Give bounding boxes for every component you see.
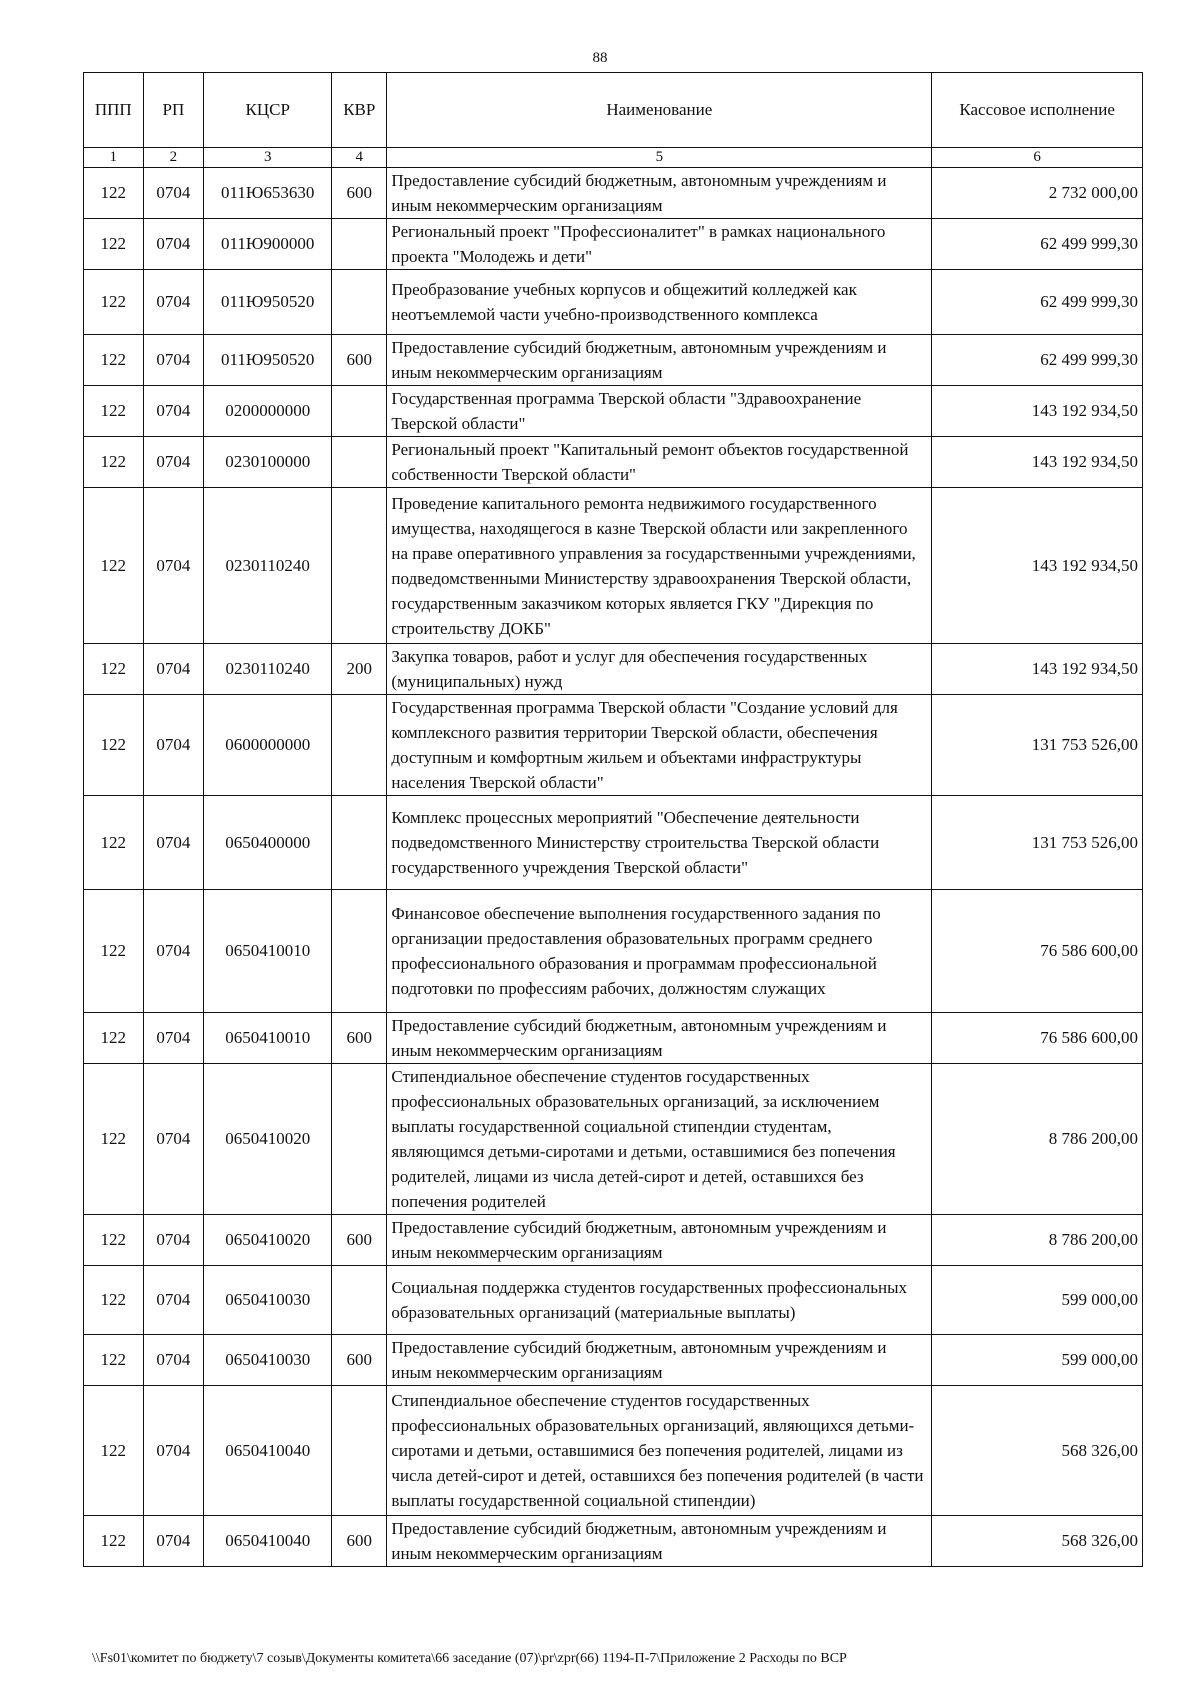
cell-kvr (332, 890, 387, 1013)
header-kcsr: КЦСР (204, 73, 332, 148)
cell-kvr (332, 219, 387, 270)
cell-name: Предоставление субсидий бюджетным, автономным учреждениям и иным некоммерческим организациям (387, 1013, 932, 1064)
cell-name: Закупка товаров, работ и услуг для обеспечения государственных (муниципальных) нужд (387, 644, 932, 695)
cell-rp: 0704 (143, 386, 204, 437)
cell-name: Предоставление субсидий бюджетным, автономным учреждениям и иным некоммерческим организациям (387, 335, 932, 386)
table-row (84, 335, 1143, 386)
file-path-footer: \\Fs01\комитет по бюджету\7 созыв\Документы комитета\66 заседание (07)\pr\zpr(66) 1194-П-7\Приложение 2 Расходы по ВСР (92, 1651, 847, 1666)
cell-ppp: 122 (84, 1335, 144, 1386)
cell-ppp: 122 (84, 890, 144, 1013)
cell-rp: 0704 (143, 488, 204, 644)
table-body (84, 148, 1143, 1567)
table-row (84, 1266, 1143, 1335)
cell-kcsr: 011Ю950520 (204, 335, 332, 386)
cell-rp: 0704 (143, 335, 204, 386)
cell-kvr (332, 488, 387, 644)
cell-name: Региональный проект "Капитальный ремонт объектов государственной собственности Тверской области" (387, 437, 932, 488)
cell-rp: 0704 (143, 1516, 204, 1567)
cell-rp: 0704 (143, 1335, 204, 1386)
cell-name: Преобразование учебных корпусов и общежитий колледжей как неотъемлемой части учебно-производственного комплекса (387, 270, 932, 335)
cell-amount: 62 499 999,30 (932, 270, 1143, 335)
budget-table (83, 72, 1143, 1567)
cell-name: Предоставление субсидий бюджетным, автономным учреждениям и иным некоммерческим организациям (387, 1516, 932, 1567)
cell-ppp: 122 (84, 437, 144, 488)
column-number: 2 (143, 148, 204, 168)
column-number: 4 (332, 148, 387, 168)
cell-name: Проведение капитального ремонта недвижимого государственного имущества, находящегося в казне Тверской области или закрепленного на праве оперативного управления за государственными учреждениями, подведомственными Министерству здравоохранения Тверской области, государственным заказчиком которых является ГКУ "Дирекция по строительству ДОКБ" (387, 488, 932, 644)
table-row (84, 695, 1143, 796)
cell-kcsr: 011Ю900000 (204, 219, 332, 270)
header-row (84, 73, 1143, 148)
cell-kcsr: 0200000000 (204, 386, 332, 437)
cell-name: Региональный проект "Профессионалитет" в рамках национального проекта "Молодежь и дети" (387, 219, 932, 270)
cell-rp: 0704 (143, 270, 204, 335)
cell-kcsr: 0650410030 (204, 1335, 332, 1386)
table-row (84, 890, 1143, 1013)
cell-rp: 0704 (143, 1215, 204, 1266)
cell-rp: 0704 (143, 890, 204, 1013)
table-row (84, 796, 1143, 890)
cell-kvr (332, 695, 387, 796)
table-row (84, 1386, 1143, 1516)
cell-kcsr: 0650410010 (204, 1013, 332, 1064)
cell-rp: 0704 (143, 168, 204, 219)
header-amount: Кассовое исполнение (932, 73, 1143, 148)
cell-ppp: 122 (84, 1013, 144, 1064)
cell-amount: 599 000,00 (932, 1266, 1143, 1335)
cell-amount: 131 753 526,00 (932, 695, 1143, 796)
table-row (84, 1013, 1143, 1064)
cell-ppp: 122 (84, 488, 144, 644)
table-row (84, 1335, 1143, 1386)
table-row (84, 219, 1143, 270)
cell-ppp: 122 (84, 1266, 144, 1335)
cell-name: Социальная поддержка студентов государственных профессиональных образовательных организаций (материальные выплаты) (387, 1266, 932, 1335)
cell-kvr: 600 (332, 335, 387, 386)
cell-kcsr: 0650410040 (204, 1516, 332, 1567)
cell-ppp: 122 (84, 270, 144, 335)
cell-amount: 143 192 934,50 (932, 437, 1143, 488)
cell-name: Предоставление субсидий бюджетным, автономным учреждениям и иным некоммерческим организациям (387, 168, 932, 219)
cell-ppp: 122 (84, 1516, 144, 1567)
cell-name: Комплекс процессных мероприятий "Обеспечение деятельности подведомственного Министерству строительства Тверской области государственного учреждения Тверской области" (387, 796, 932, 890)
cell-kvr (332, 1266, 387, 1335)
cell-ppp: 122 (84, 386, 144, 437)
cell-name: Предоставление субсидий бюджетным, автономным учреждениям и иным некоммерческим организациям (387, 1215, 932, 1266)
cell-kcsr: 0600000000 (204, 695, 332, 796)
cell-rp: 0704 (143, 796, 204, 890)
cell-name: Государственная программа Тверской области "Создание условий для комплексного развития территории Тверской области, обеспечения доступным и комфортным жильем и объектами инфраструктуры населения Тверской области" (387, 695, 932, 796)
cell-rp: 0704 (143, 644, 204, 695)
cell-kvr: 200 (332, 644, 387, 695)
cell-rp: 0704 (143, 1013, 204, 1064)
cell-kvr (332, 386, 387, 437)
cell-kcsr: 0650410040 (204, 1386, 332, 1516)
cell-kcsr: 0650410010 (204, 890, 332, 1013)
cell-ppp: 122 (84, 335, 144, 386)
cell-ppp: 122 (84, 219, 144, 270)
cell-kvr (332, 796, 387, 890)
cell-amount: 131 753 526,00 (932, 796, 1143, 890)
cell-kvr (332, 1064, 387, 1215)
page-number: 88 (592, 50, 608, 66)
column-number: 5 (387, 148, 932, 168)
table-row (84, 386, 1143, 437)
cell-kcsr: 0650400000 (204, 796, 332, 890)
cell-kvr: 600 (332, 168, 387, 219)
cell-amount: 568 326,00 (932, 1516, 1143, 1567)
cell-amount: 143 192 934,50 (932, 386, 1143, 437)
column-numbers-row (84, 148, 1143, 168)
cell-amount: 2 732 000,00 (932, 168, 1143, 219)
cell-amount: 76 586 600,00 (932, 1013, 1143, 1064)
cell-kvr: 600 (332, 1215, 387, 1266)
header-ppp: ППП (84, 73, 144, 148)
cell-amount: 62 499 999,30 (932, 335, 1143, 386)
cell-amount: 8 786 200,00 (932, 1215, 1143, 1266)
cell-kvr: 600 (332, 1335, 387, 1386)
cell-name: Стипендиальное обеспечение студентов государственных профессиональных образовательных организаций, являющихся детьми-сиротами и детьми, оставшимися без попечения родителей, лицами из числа детей-сирот и детей, оставшихся без попечения родителей (в части выплаты государственной социальной стипендии) (387, 1386, 932, 1516)
cell-name: Предоставление субсидий бюджетным, автономным учреждениям и иным некоммерческим организациям (387, 1335, 932, 1386)
cell-ppp: 122 (84, 1215, 144, 1266)
cell-amount: 76 586 600,00 (932, 890, 1143, 1013)
column-number: 1 (84, 148, 144, 168)
cell-ppp: 122 (84, 644, 144, 695)
cell-kcsr: 011Ю653630 (204, 168, 332, 219)
cell-rp: 0704 (143, 695, 204, 796)
cell-kvr: 600 (332, 1013, 387, 1064)
cell-amount: 62 499 999,30 (932, 219, 1143, 270)
table-row (84, 1516, 1143, 1567)
table-row (84, 488, 1143, 644)
cell-rp: 0704 (143, 1064, 204, 1215)
header-kvr: КВР (332, 73, 387, 148)
table-row (84, 168, 1143, 219)
column-number: 3 (204, 148, 332, 168)
cell-kcsr: 0650410020 (204, 1215, 332, 1266)
table-row (84, 644, 1143, 695)
header-name: Наименование (387, 73, 932, 148)
table-row (84, 1215, 1143, 1266)
cell-kcsr: 0230110240 (204, 488, 332, 644)
column-number: 6 (932, 148, 1143, 168)
cell-amount: 599 000,00 (932, 1335, 1143, 1386)
cell-name: Стипендиальное обеспечение студентов государственных профессиональных образовательных организаций, за исключением выплаты государственной социальной стипендии студентам, являющимся детьми-сиротами и детьми, оставшимися без попечения родителей, лицами из числа детей-сирот и детей, оставшихся без попечения родителей (387, 1064, 932, 1215)
table-row (84, 437, 1143, 488)
table-row (84, 1064, 1143, 1215)
cell-rp: 0704 (143, 1266, 204, 1335)
cell-kcsr: 011Ю950520 (204, 270, 332, 335)
cell-ppp: 122 (84, 1386, 144, 1516)
cell-amount: 143 192 934,50 (932, 488, 1143, 644)
cell-rp: 0704 (143, 437, 204, 488)
cell-amount: 143 192 934,50 (932, 644, 1143, 695)
cell-kcsr: 0650410020 (204, 1064, 332, 1215)
cell-ppp: 122 (84, 796, 144, 890)
cell-ppp: 122 (84, 695, 144, 796)
table-row (84, 270, 1143, 335)
cell-kcsr: 0650410030 (204, 1266, 332, 1335)
cell-name: Государственная программа Тверской области "Здравоохранение Тверской области" (387, 386, 932, 437)
cell-ppp: 122 (84, 168, 144, 219)
cell-kcsr: 0230110240 (204, 644, 332, 695)
cell-kvr (332, 270, 387, 335)
cell-name: Финансовое обеспечение выполнения государственного задания по организации предоставления образовательных программ среднего профессионального образования и программам профессиональной подготовки по профессиям рабочих, должностям служащих (387, 890, 932, 1013)
cell-rp: 0704 (143, 1386, 204, 1516)
header-rp: РП (143, 73, 204, 148)
cell-ppp: 122 (84, 1064, 144, 1215)
cell-amount: 568 326,00 (932, 1386, 1143, 1516)
cell-amount: 8 786 200,00 (932, 1064, 1143, 1215)
cell-kcsr: 0230100000 (204, 437, 332, 488)
cell-kvr (332, 1386, 387, 1516)
cell-rp: 0704 (143, 219, 204, 270)
cell-kvr (332, 437, 387, 488)
cell-kvr: 600 (332, 1516, 387, 1567)
